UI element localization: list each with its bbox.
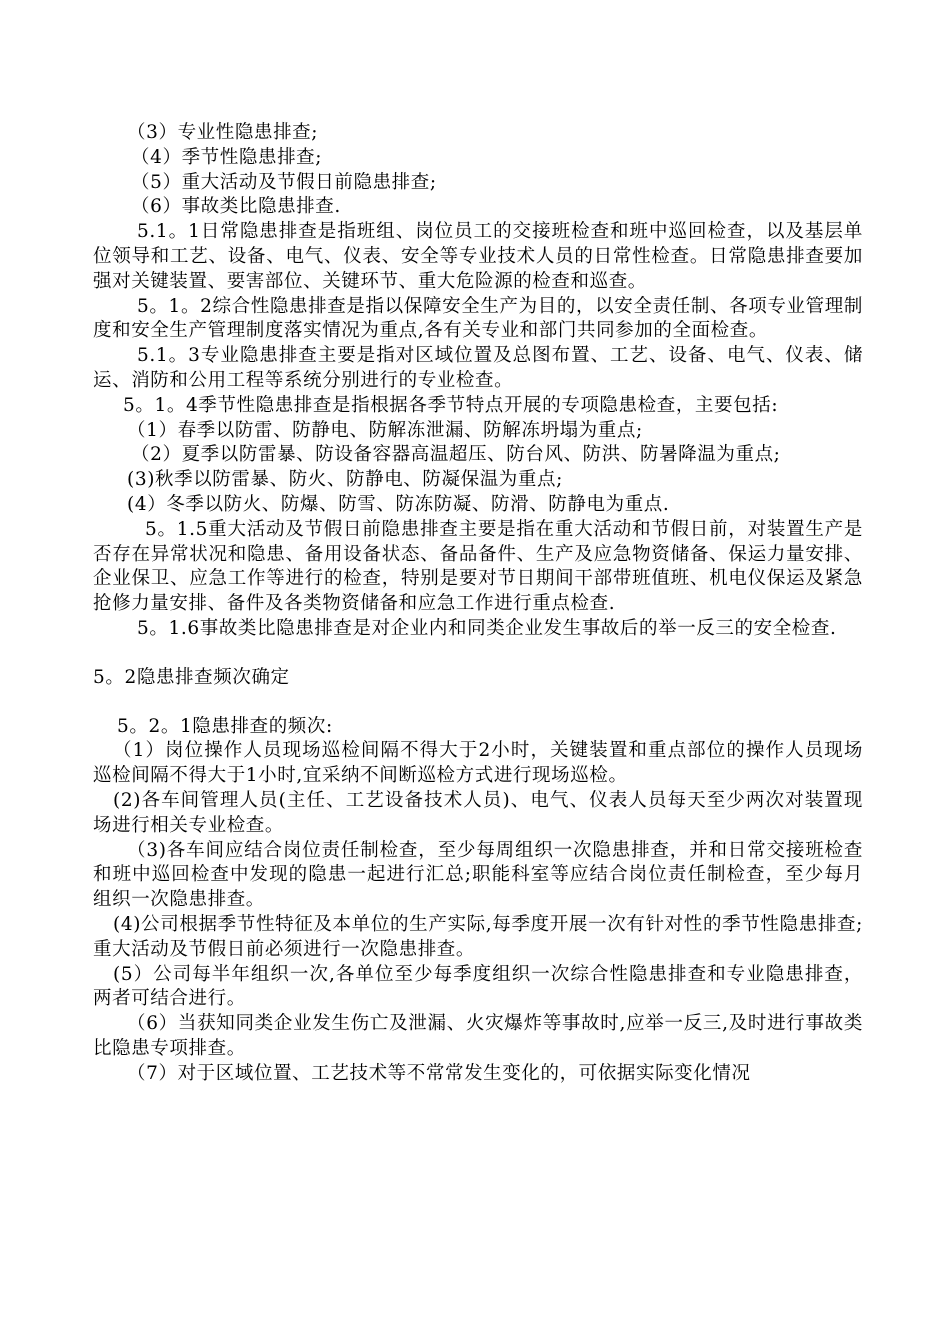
list-item-4: （4）季节性隐患排查; [131,146,323,168]
frequency-item-2: (2)各车间管理人员(主任、工艺设备技术人员)、电气、仪表人员每天至少两次对装置现场进行相关专业检查。 [93,789,863,836]
frequency-item-7: （7）对于区域位置、工艺技术等不常常发生变化的，可依据实际变化情况 [127,1062,751,1084]
section-heading-5-2: 5。2隐患排查频次确定 [93,666,290,688]
paragraph-5-1-1: 5.1。1日常隐患排查是指班组、岗位员工的交接班检查和班中巡回检查，以及基层单位领导和工艺、设备、电气、仪表、安全等专业技术人员的日常性检查。日常隐患排查要加强对关键装置、要害部位、关键环节、重大危险源的检查和巡查。 [93,221,863,292]
paragraph-5-2-1: 5。2。1隐患排查的频次: [117,715,333,737]
paragraph-5-1-5: 5。1.5重大活动及节假日前隐患排查主要是指在重大活动和节假日前，对装置生产是否存在异常状况和隐患、备用设备状态、备品备件、生产及应急物资储备、保运力量安排、企业保卫、应急工作等进行的检查，特别是要对节日期间干部带班值班、机电仪保运及紧急抢修力量安排、备件及各类物资储备和应急工作进行重点检查. [93,518,863,615]
season-item-2: （2）夏季以防雷暴、防设备容器高温超压、防台风、防洪、防暑降温为重点; [131,444,781,466]
list-item-6: （6）事故类比隐患排查. [131,196,341,218]
paragraph-5-1-6: 5。1.6事故类比隐患排查是对企业内和同类企业发生事故后的举一反三的安全检查. [137,617,837,639]
paragraph-5-1-3: 5.1。3专业隐患排查主要是指对区域位置及总图布置、工艺、设备、电气、仪表、储运、消防和公用工程等系统分别进行的专业检查。 [93,345,863,391]
season-item-4: (4）冬季以防火、防爆、防雪、防冻防凝、防滑、防静电为重点. [127,493,670,515]
paragraph-5-1-2: 5。1。2综合性隐患排查是指以保障安全生产为目的，以安全责任制、各项专业管理制度和安全生产管理制度落实情况为重点,各有关专业和部门共同参加的全面检查。 [93,295,863,342]
season-item-3: (3)秋季以防雷暴、防火、防静电、防凝保温为重点; [127,469,563,491]
frequency-item-1: （1）岗位操作人员现场巡检间隔不得大于2小时，关键装置和重点部位的操作人员现场巡检间隔不得大于1小时,宜采纳不间断巡检方式进行现场巡检。 [93,740,863,787]
document-body [93,121,863,1086]
frequency-item-3: （3)各车间应结合岗位责任制检查，至少每周组织一次隐患排查，并和日常交接班检查和班中巡回检查中发现的隐患一起进行汇总;职能科室等应结合岗位责任制检查，至少每月组织一次隐患排查。 [93,839,863,911]
frequency-item-5: (5）公司每半年组织一次,各单位至少每季度组织一次综合性隐患排查和专业隐患排查，两者可结合进行。 [93,963,863,1010]
frequency-item-6: （6）当获知同类企业发生伤亡及泄漏、火灾爆炸等事故时,应举一反三,及时进行事故类比隐患专项排查。 [93,1013,863,1059]
season-item-1: （1）春季以防雷、防静电、防解冻泄漏、防解冻坍塌为重点; [127,419,643,441]
list-item-5: （5）重大活动及节假日前隐患排查; [131,171,437,193]
list-item-3: （3）专业性隐患排查; [127,122,319,143]
paragraph-5-1-4: 5。1。4季节性隐患排查是指根据各季节特点开展的专项隐患检查，主要包括: [123,394,779,416]
frequency-item-4: (4)公司根据季节性特征及本单位的生产实际,每季度开展一次有针对性的季节性隐患排查;重大活动及节假日前必须进行一次隐患排查。 [93,913,863,960]
